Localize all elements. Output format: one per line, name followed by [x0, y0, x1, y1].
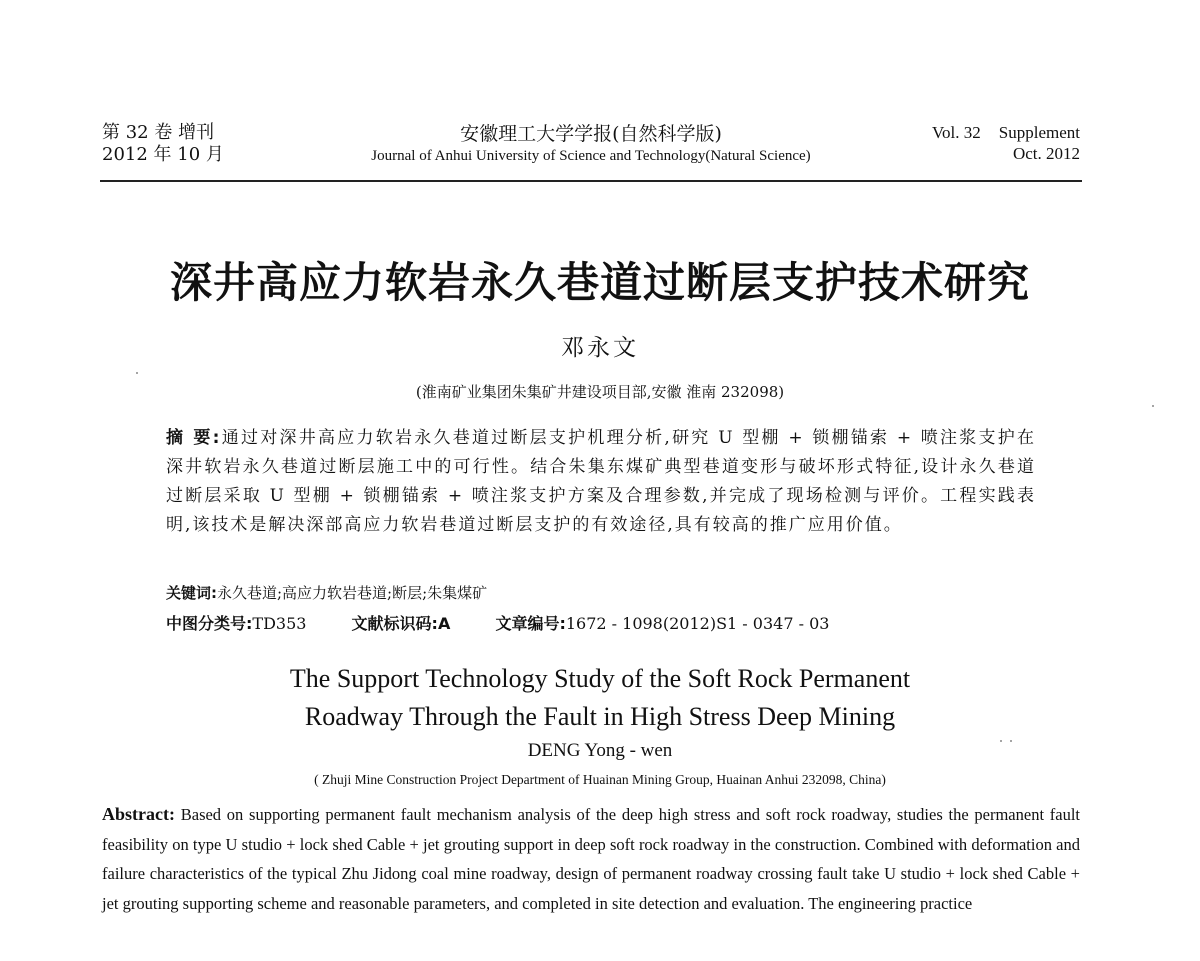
volume-en: Vol. 32	[931, 123, 981, 142]
keywords-cn-label: 关键词:	[166, 584, 217, 602]
supplement-label: Supplement	[998, 123, 1080, 142]
abstract-en-label: Abstract:	[102, 804, 175, 824]
scan-speck	[1010, 740, 1012, 742]
journal-name-en: Journal of Anhui University of Science and Technology(Natural Science)	[371, 148, 811, 164]
article-number-label: 文章编号:	[495, 614, 566, 633]
affiliation-cn: (淮南矿业集团朱集矿井建设项目部,安徽 淮南 232098)	[415, 383, 785, 401]
paper-title-en-line1: The Support Technology Study of the Soft Rock Permanent	[289, 664, 911, 693]
clc-number	[166, 612, 306, 636]
affiliation-en: ( Zhuji Mine Construction Project Department of Huainan Mining Group, Huainan Anhui 232098, China)	[314, 772, 886, 787]
author-cn: 邓永文	[561, 335, 639, 361]
clc-value: TD353	[252, 614, 307, 633]
abstract-cn	[166, 424, 1036, 540]
header-rule	[100, 180, 1082, 182]
author-en: DENG Yong - wen	[527, 740, 673, 761]
document-code-label: 文献标识码:	[351, 614, 438, 633]
clc-label: 中图分类号:	[166, 614, 253, 633]
scan-speck	[136, 372, 138, 374]
paper-title-en-line2: Roadway Through the Fault in High Stress Deep Mining	[304, 702, 896, 731]
article-number-value: 1672 - 1098(2012)S1 - 0347 - 03	[565, 614, 830, 633]
abstract-cn-text: 通过对深井高应力软岩永久巷道过断层支护机理分析,研究 U 型棚 + 锁棚锚索 + 喷注浆支护在深井软岩永久巷道过断层施工中的可行性。结合朱集东煤矿典型巷道变形与破坏形式特征,设计永久巷道过断层采取 U 型棚 + 锁棚锚索 + 喷注浆支护方案及合理参数,并完成了现场检测与评价。工程实践表明,该技术是解决深部高应力软岩巷道过断层支护的有效途径,具有较高的推广应用价值。	[166, 428, 1037, 535]
volume-issue-cn: 第 32 卷 增刊	[102, 122, 215, 143]
scan-speck	[1152, 405, 1154, 407]
document-code-value: A	[437, 614, 451, 633]
keywords-cn-text: 永久巷道;高应力软岩巷道;断层;朱集煤矿	[217, 584, 488, 602]
scan-speck	[1000, 740, 1002, 742]
date-cn: 2012 年 10 月	[102, 144, 224, 165]
journal-name-cn: 安徽理工大学学报(自然科学版)	[460, 123, 722, 145]
paper-title-en	[0, 660, 1200, 736]
document-code	[352, 612, 451, 636]
abstract-en-text: Based on supporting permanent fault mechanism analysis of the deep high stress and soft rock roadway, studies the permanent fault feasibility on type U studio + lock shed Cable + jet grouting support in deep soft rock roadway in the construction. Combined with deformation and failure characteristics of the typical Zhu Jidong coal mine roadway, design of permanent roadway crossing fault take U studio + lock shed Cable + jet grouting supporting scheme and reasonable parameters, and completed in site detection and evaluation. The engineering practice	[102, 805, 1081, 913]
keywords-cn	[166, 581, 1036, 605]
article-number	[495, 612, 829, 636]
issue-info-en	[932, 122, 1080, 164]
date-en: Oct. 2012	[1012, 144, 1080, 163]
running-header	[102, 122, 1080, 178]
classification-line	[166, 612, 1036, 636]
paper-title-cn: 深井高应力软岩永久巷道过断层支护技术研究	[169, 258, 1030, 307]
abstract-cn-label: 摘 要:	[166, 428, 222, 448]
abstract-en	[102, 800, 1080, 918]
